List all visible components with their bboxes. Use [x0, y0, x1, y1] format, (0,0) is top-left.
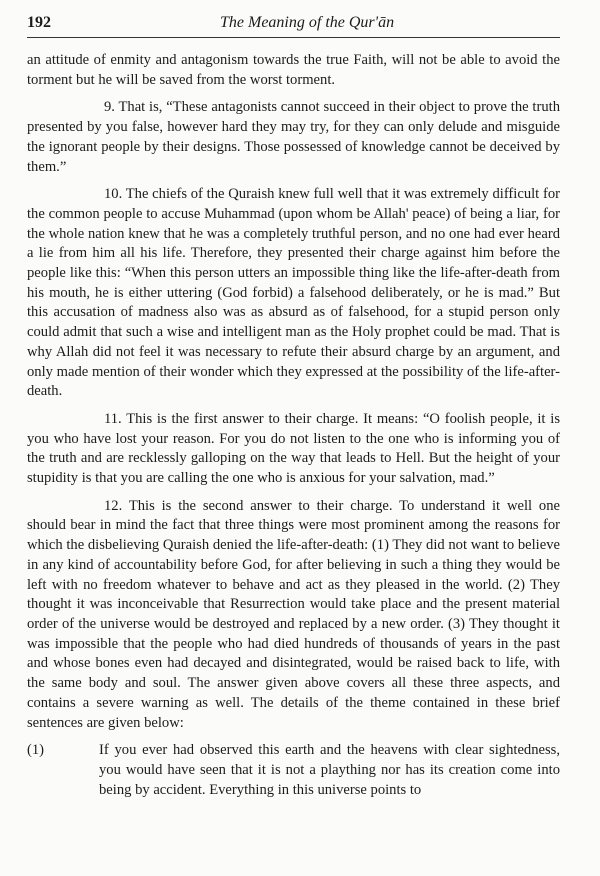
page-header — [27, 14, 560, 38]
page-number: 192 — [27, 14, 51, 31]
list-item-number: (1) — [27, 742, 45, 759]
list-item-text: If you ever had observed this earth and the heavens with clear sightedness, you would have seen that it is not a plaything nor has its creation come into being by accident. Everything in this universe points to — [99, 742, 560, 798]
body-text — [27, 51, 560, 800]
note-10: 10. The chiefs of the Quraish knew full well that it was extremely difficult for the common people to accuse Muhammad (upon whom be Allah' peace) of being a liar, for the whole nation knew that he was a completely truthful person, and no one had ever heard a lie from him all his life. Therefore, they presented their charge against him before the people like this: “When this person utters an impossible thing like the life-after-death from his mouth, he is either uttering (God forbid) a falsehood deliberately, or he is mad.” But this accusation of madness also was as absurd as of falsehood, for a stupid person only could admit that such a wise and intelligent man as the Holy prophet could be mad. That is why Allah did not feel it was necessary to refute their absurd charge by an argument, and only made mention of their wonder which they expressed at the possibility of the life-after-death. — [27, 186, 560, 400]
list-item — [27, 741, 560, 800]
note-9: 9. That is, “These antagonists cannot succeed in their object to prove the truth presented by you false, however hard they may try, for they can only delude and misguide the ignorant people by their designs. Those possessed of knowledge cannot be deceived by them.” — [27, 99, 560, 175]
note-12: 12. This is the second answer to their charge. To understand it well one should bear in mind the fact that three things were most prominent among the reasons for which the disbelieving Quraish denied the life-after-death: (1) They did not want to believe in any kind of accountability before God, for after believing in such a thing they would be left with no freedom whatever to behave and act as they pleased in the world. (2) They thought it was inconceivable that Resurrection would take place and the present material order of the universe would be destroyed and replaced by a new order. (3) They thought it was impossible that the people who had died hundreds of thousands of years in the past and whose bones even had decayed and disintegrated, would be raised back to life, with the same body and soul. The answer given above covers all these three aspects, and contains a severe warning as well. The details of the theme contained in these brief sentences are given below: — [27, 497, 560, 731]
paragraph-continuation: an attitude of enmity and antagonism towards the true Faith, will not be able to avoid the torment but he will be saved from the worst torment. — [27, 52, 560, 88]
note-11: 11. This is the first answer to their charge. It means: “O foolish people, it is you who have lost your reason. For you do not listen to the one who is informing you of the truth and are recklessly galloping on the way that leads to Hell. But the height of your stupidity is that you are calling the one who is anxious for your salvation, mad.” — [27, 410, 560, 487]
running-title: The Meaning of the Qur'ān — [220, 14, 395, 31]
